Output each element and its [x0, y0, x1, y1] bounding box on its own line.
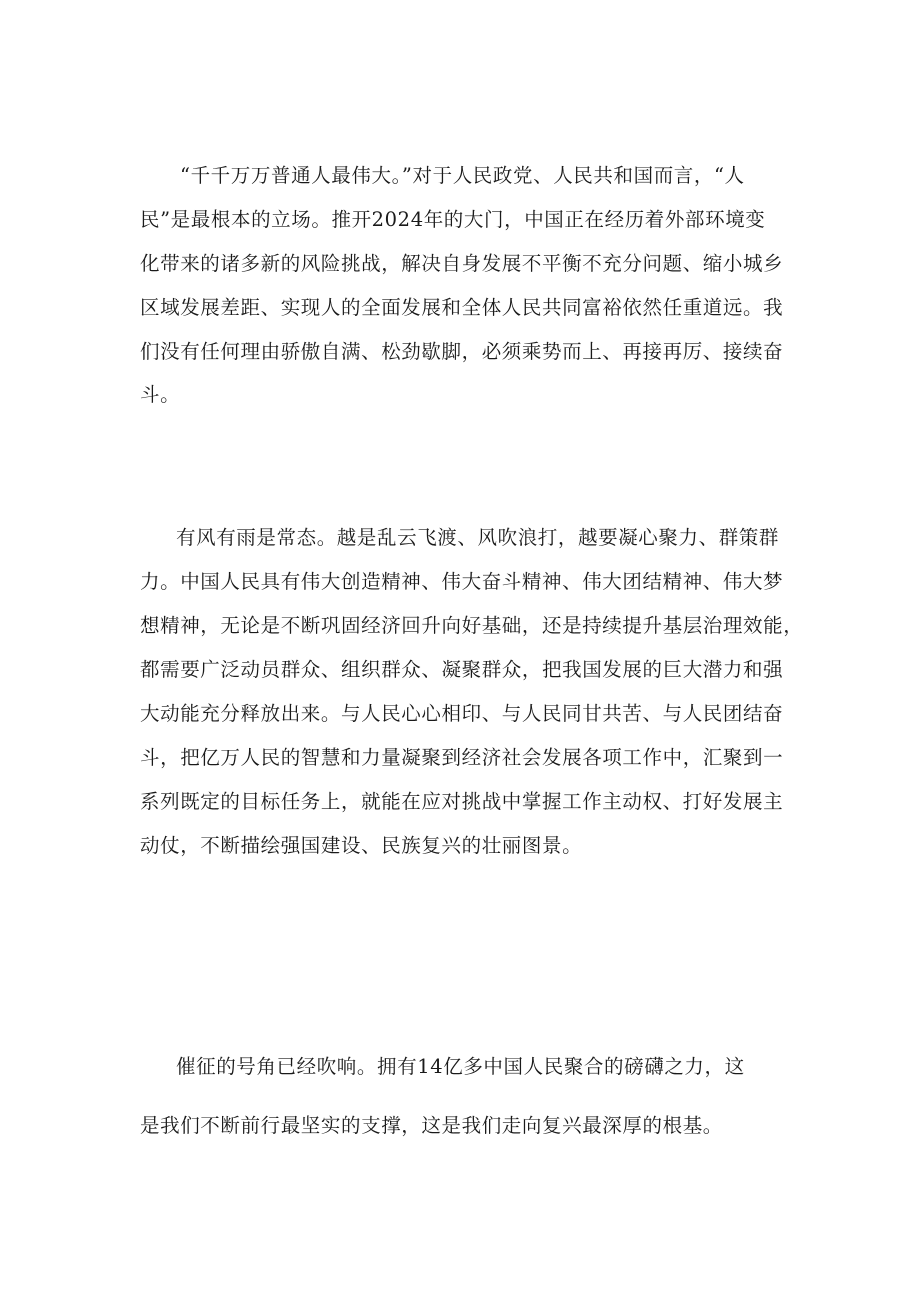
paragraph-2-line-5: 大动能充分释放出来。与人民心心相印、与人民同甘共苦、与人民团结奋 — [140, 702, 784, 725]
paragraph-1-line-2: 民”是最根本的立场。推开2024年的大门，中国正在经历着外部环境变 — [140, 208, 766, 231]
paragraph-1-line-5: 们没有任何理由骄傲自满、松劲歇脚，必须乘势而上、再接再厉、接续奋 — [140, 340, 784, 363]
paragraph-2-line-7: 系列既定的目标任务上，就能在应对挑战中掌握工作主动权、打好发展主 — [140, 790, 784, 813]
paragraph-3-line-2: 是我们不断前行最坚实的支撑，这是我们走向复兴最深厚的根基。 — [140, 1114, 723, 1137]
paragraph-2-line-3: 想精神，无论是不断巩固经济回升向好基础，还是持续提升基层治理效能， — [140, 614, 804, 637]
paragraph-1-line-6: 斗。 — [140, 383, 181, 406]
paragraph-2-line-6: 斗，把亿万人民的智慧和力量凝聚到经济社会发展各项工作中，汇聚到一 — [140, 746, 784, 769]
paragraph-3-line-1: 催征的号角已经吹响。拥有14亿多中国人民聚合的磅礴之力，这 — [176, 1055, 745, 1078]
paragraph-1-line-1: “千千万万普通人最伟大。”对于人民政党、人民共和国而言，“人 — [180, 164, 745, 187]
paragraph-2-line-4: 都需要广泛动员群众、组织群众、凝聚群众，把我国发展的巨大潜力和强 — [140, 658, 784, 681]
paragraph-1-line-3: 化带来的诸多新的风险挑战，解决自身发展不平衡不充分问题、缩小城乡 — [140, 252, 784, 275]
paragraph-2-line-8: 动仗，不断描绘强国建设、民族复兴的壮丽图景。 — [140, 834, 583, 857]
paragraph-2-line-1: 有风有雨是常态。越是乱云飞渡、风吹浪打，越要凝心聚力、群策群 — [176, 526, 780, 549]
paragraph-2-line-2: 力。中国人民具有伟大创造精神、伟大奋斗精神、伟大团结精神、伟大梦 — [140, 570, 784, 593]
paragraph-1-line-4: 区域发展差距、实现人的全面发展和全体人民共同富裕依然任重道远。我 — [140, 296, 784, 319]
